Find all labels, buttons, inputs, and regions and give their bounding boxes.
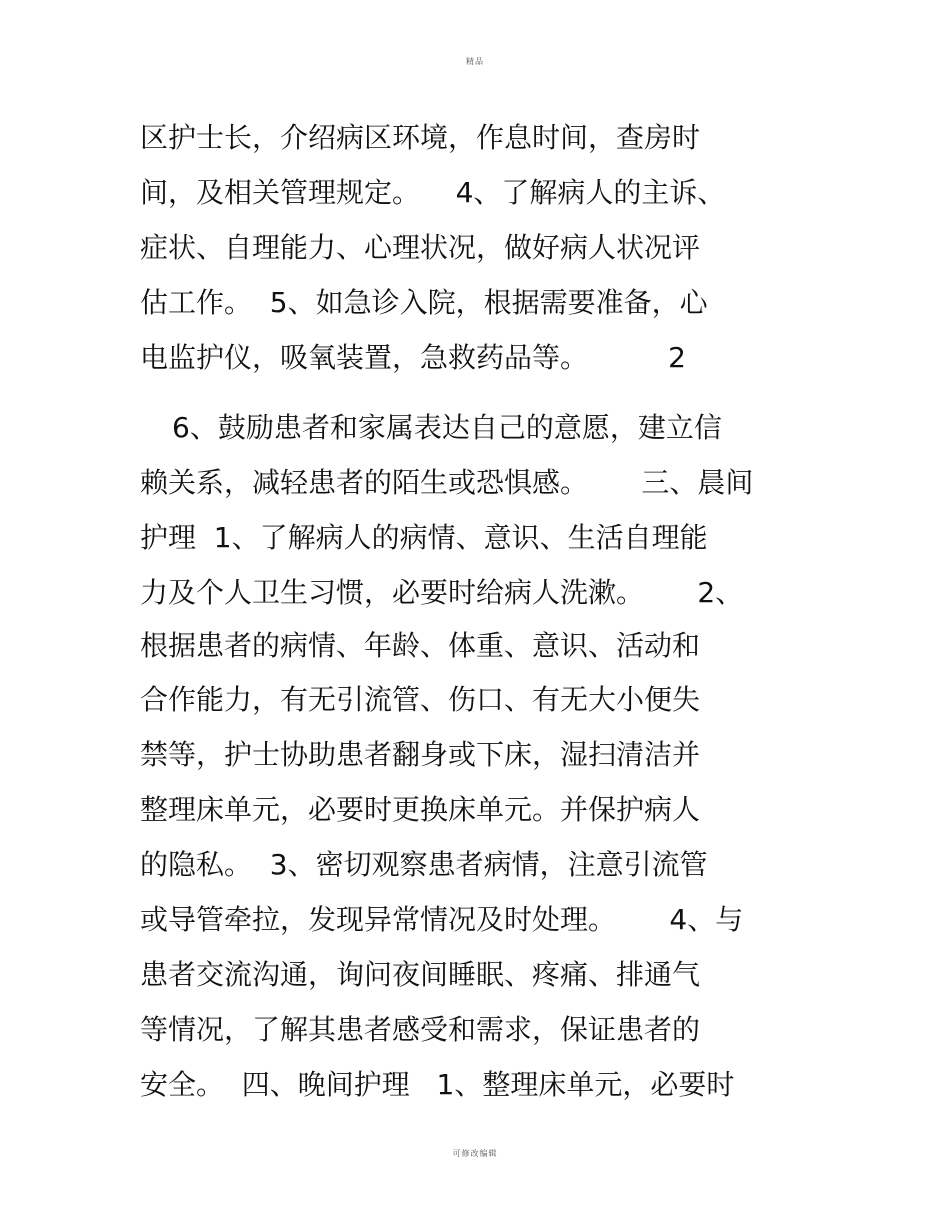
text-line: 护理 1、了解病人的病情、意识、生活自理能 — [140, 521, 708, 554]
text-line: 力及个人卫生习惯，必要时给病人洗漱。 2、 — [140, 576, 744, 609]
text-line: 区护士长，介绍病区环境，作息时间，查房时 — [140, 121, 701, 154]
text-line: 等情况，了解其患者感受和需求，保证患者的 — [140, 1013, 701, 1046]
footer-watermark: 可修改编辑 — [452, 1149, 498, 1158]
text-line: 根据患者的病情、年龄、体重、意识、活动和 — [140, 629, 701, 662]
text-line: 6、鼓励患者和家属表达自己的意愿，建立信 — [172, 411, 722, 444]
text-line: 赖关系，减轻患者的陌生或恐惧感。 三、晨间 — [140, 466, 754, 499]
text-line: 禁等，护士协助患者翻身或下床，湿扫清洁并 — [140, 738, 701, 771]
header-watermark: 精品 — [466, 57, 484, 66]
text-line: 电监护仪，吸氧装置，急救药品等。 2 — [140, 341, 686, 374]
text-line: 安全。 四、晚间护理 1、整理床单元，必要时 — [140, 1068, 735, 1101]
text-line: 或导管牵拉，发现异常情况及时处理。 4、与 — [140, 903, 744, 936]
text-line: 合作能力，有无引流管、伤口、有无大小便失 — [140, 683, 701, 716]
text-line: 症状、自理能力、心理状况，做好病人状况评 — [140, 231, 701, 264]
text-line: 间，及相关管理规定。 4、了解病人的主诉、 — [140, 176, 726, 209]
text-line: 估工作。 5、如急诊入院，根据需要准备，心 — [140, 286, 708, 319]
text-line: 整理床单元，必要时更换床单元。并保护病人 — [140, 793, 701, 826]
text-line: 患者交流沟通，询问夜间睡眠、疼痛、排通气 — [140, 958, 701, 991]
text-line: 的隐私。 3、密切观察患者病情，注意引流管 — [140, 848, 708, 881]
